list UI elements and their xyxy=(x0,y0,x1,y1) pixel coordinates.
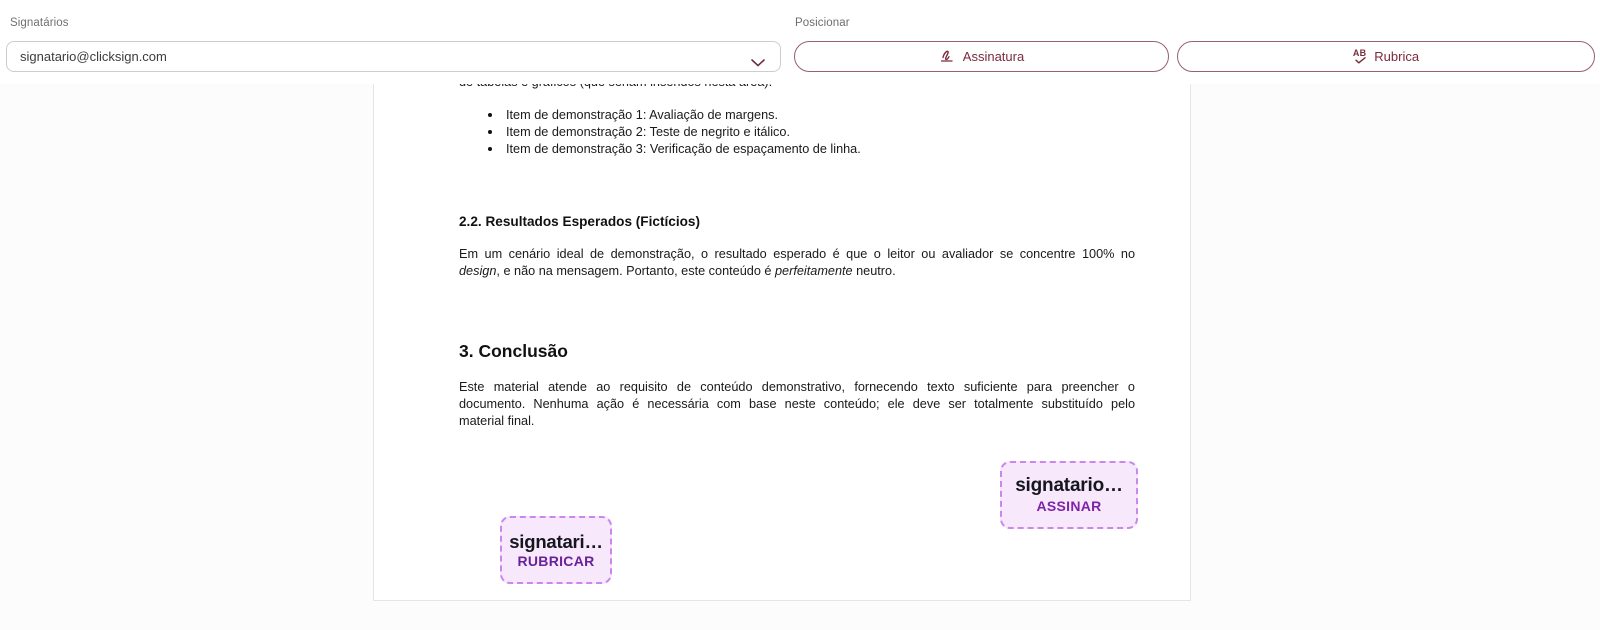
paragraph-conclusion-line2: documento. Nenhuma ação é necessária com base neste conteúdo; ele deve ser totalmente substituído pelo xyxy=(459,397,1135,411)
paragraph-results xyxy=(459,246,1135,280)
signature-icon xyxy=(939,48,955,66)
signature-field-action-label: ASSINAR xyxy=(1036,498,1102,515)
chevron-down-icon xyxy=(751,54,765,72)
initials-placement-field[interactable] xyxy=(500,516,612,584)
bullet-item xyxy=(488,124,861,141)
bullet-dot-icon xyxy=(488,147,492,151)
initials-check-icon: AB xyxy=(1353,49,1366,64)
bullet-dot-icon xyxy=(488,130,492,134)
bullet-item xyxy=(488,141,861,158)
document-bullet-list xyxy=(488,107,861,158)
add-signature-button[interactable] xyxy=(794,41,1169,72)
signature-placement-field[interactable] xyxy=(1000,461,1138,529)
section-heading-results: 2.2. Resultados Esperados (Fictícios) xyxy=(459,214,700,229)
paragraph-results-line1: Em um cenário ideal de demonstração, o resultado esperado é que o leitor ou avaliador se concentre 100% no xyxy=(459,247,1135,261)
add-initials-button[interactable] xyxy=(1177,41,1595,72)
add-signature-button-label: Assinatura xyxy=(962,49,1025,64)
section-heading-conclusion: 3. Conclusão xyxy=(459,341,568,361)
paragraph-results-line2: design, e não na mensagem. Portanto, este conteúdo é perfeitamente neutro. xyxy=(459,264,896,278)
signature-field-signer-name: signatario… xyxy=(1015,475,1123,497)
bullet-text: Item de demonstração 2: Teste de negrito e itálico. xyxy=(506,125,790,139)
initials-field-signer-name: signatari… xyxy=(509,530,603,552)
signer-select[interactable] xyxy=(6,41,781,72)
toolbar xyxy=(0,0,1600,84)
bullet-dot-icon xyxy=(488,113,492,117)
paragraph-conclusion xyxy=(459,379,1135,430)
add-initials-button-label: Rubrica xyxy=(1374,49,1420,64)
paragraph-conclusion-line1: Este material atende ao requisito de conteúdo demonstrativo, fornecendo texto suficiente para preencher o xyxy=(459,380,1135,394)
signers-label: Signatários xyxy=(10,17,69,29)
bullet-text: Item de demonstração 3: Verificação de espaçamento de linha. xyxy=(506,142,861,156)
initials-field-action-label: RUBRICAR xyxy=(517,552,595,569)
paragraph-conclusion-line3: material final. xyxy=(459,414,535,428)
position-label: Posicionar xyxy=(795,17,850,29)
document-page xyxy=(373,84,1191,601)
signer-select-value: signatario@clicksign.com xyxy=(20,49,167,64)
bullet-text: Item de demonstração 1: Avaliação de margens. xyxy=(506,108,778,122)
bullet-item xyxy=(488,107,861,124)
